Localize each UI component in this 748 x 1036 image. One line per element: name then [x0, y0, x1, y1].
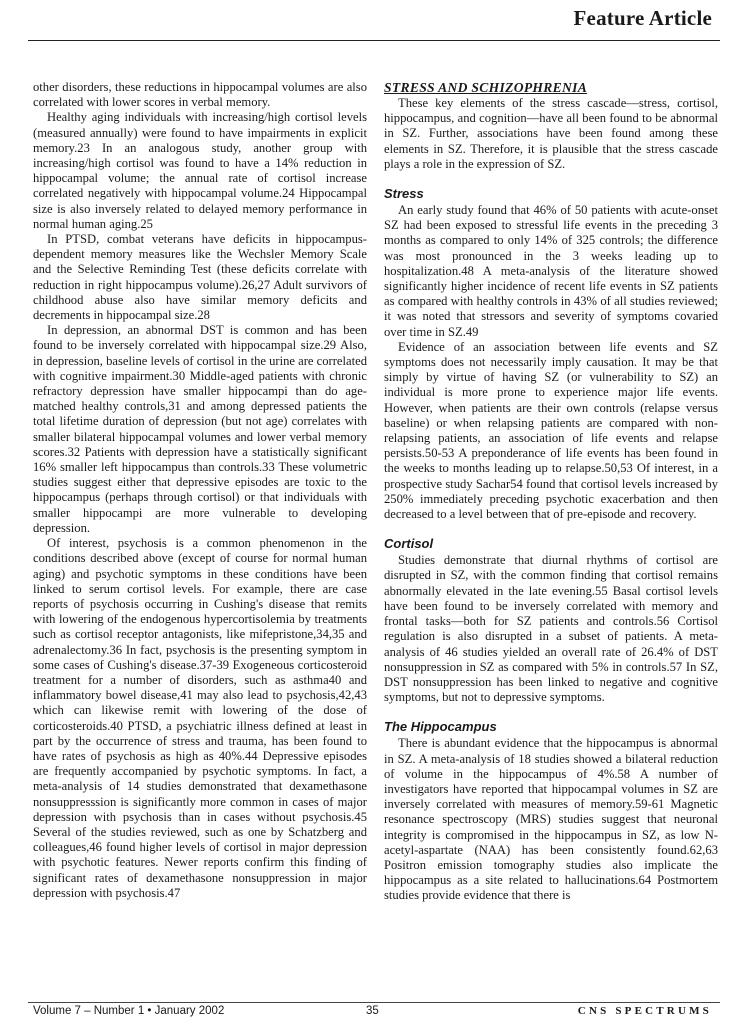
section-title: STRESS AND SCHIZOPHRENIA [384, 80, 588, 95]
paragraph: These key elements of the stress cascade—stress, cortisol, hippocampus, and cognition—have all been found to be abnormal in SZ. Further, associations have been found among these elements in SZ. Therefore, it is plausible that the stress cascade plays a role in the expression of SZ. [384, 96, 718, 171]
subheading-hippocampus: The Hippocampus [384, 719, 497, 735]
paragraph: Healthy aging individuals with increasing/high cortisol levels (measured annually) were found to have impairments in explicit memory.23 In an analogous study, another group with increasing/high cortisol was found to have a 14% reduction in hippocampal volume; the annual rate of cortisol increase correlated negatively with hippocampal volume.24 Hippocampal size is also inversely related to delayed memory performance in normal human aging.25 [33, 110, 367, 231]
header-rule [28, 40, 720, 41]
footer-issue: Volume 7 – Number 1 • January 2002 [33, 1005, 225, 1017]
footer-rule [28, 1002, 720, 1003]
subheading-stress: Stress [384, 186, 424, 202]
paragraph: Evidence of an association between life events and SZ symptoms does not necessarily imply causation. It may be that simply by virtue of having SZ (or vulnerability to SZ) an individual is more prone to experience major life events. However, when patients are their own controls (relapse versus baseline) or when relapsing patients are compared with non-relapsing patients, an association of life events and relapse persists.50-53 A preponderance of life events has been found in the weeks to months leading up to relapse.50,53 Of interest, in a prospective study Sachar54 found that cortisol levels increased by 250% immediately preceding psychotic exacerbation and then decreased to a level between that of pre-episode and recovery. [384, 339, 718, 522]
paragraph: An early study found that 46% of 50 patients with acute-onset SZ had been exposed to stressful life events in the preceding 3 months as compared to only 14% of 325 controls; the difference was most pronounced in the 3 weeks leading up to hospitalization.48 A meta-analysis of the literature showed significantly higher incidence of recent life events in SZ patients as compared with healthy controls in 43% of all studies reviewed; it was noted that stressors and severity of symptoms covaried over time in SZ.49 [384, 203, 718, 339]
right-column [384, 80, 718, 904]
paragraph: There is abundant evidence that the hippocampus is abnormal in SZ. A meta-analysis of 18 studies showed a bilateral reduction of volume in the hippocampus of 4%.58 A number of investigators have reported that hippocampal volumes in SZ are inversely correlated with measures of memory.59-61 Magnetic resonance spectroscopy (MRS) studies suggest that neuronal integrity is compromised in the hippocampus in SZ, as low N-acetyl-aspartate (NAA) has been consistently found.62,63 Positron emission tomography studies also implicate the hippocampus as a site related to hallucinations.64 Postmortem studies provide evidence that there is [384, 736, 718, 903]
paragraph: Studies demonstrate that diurnal rhythms of cortisol are disrupted in SZ, with the common finding that cortisol remains abnormally elevated in the late evening.55 Basal cortisol levels have been found to be inversely correlated with memory and frontal tasks—both for SZ patients and controls.56 Cortisol regulation is also disrupted in a subset of patients. A meta-analysis of 46 studies yielded an overall rate of 26.4% of DST nonsuppression in SZ as compared with 5% in controls.57 In SZ, DST nonsuppression has been linked to negative and cognitive symptoms, but not to depressive symptoms. [384, 553, 718, 705]
paragraph: In PTSD, combat veterans have deficits in hippocampus-dependent memory measures like the Wechsler Memory Scale and the Selective Reminding Test (these deficits correlate with reduction in right hippocampus volume).26,27 Adult survivors of childhood abuse also have similar memory deficits and decrements in hippocampal size.28 [33, 232, 367, 323]
paragraph: other disorders, these reductions in hippocampal volumes are also correlated with lower scores in verbal memory. [33, 80, 367, 110]
header-title: Feature Article [573, 6, 712, 30]
paragraph: In depression, an abnormal DST is common and has been found to be inversely correlated with hippocampal size.29 Also, in depression, baseline levels of cortisol in the urine are correlated with cognitive impairment.30 Middle-aged patients with chronic refractory depression have smaller hippocampi than do age-matched healthy controls,31 and among depressed patients the total lifetime duration of depression (but not age) correlates with smaller bilateral hippocampal volumes and lower verbal memory scores.32 Patients with depression have a statistically significant 16% smaller left hippocampus than controls.33 These volumetric studies suggest either that depressive episodes are toxic to the hippocampus (perhaps through cortisol) or that individuals with smaller hippocampi are more vulnerable to developing depression. [33, 323, 367, 535]
page-number: 35 [366, 1005, 379, 1017]
paragraph: Of interest, psychosis is a common phenomenon in the conditions described above (except of course for normal human aging) and psychotic symptoms in these conditions have been linked to serum cortisol levels. For example, there are case reports of psychosis occurring in Cushing's disease that remits with lowering of the endogenous hypercortisolemia by treatments such as cortisol receptor antagonists, like mifepristone,34,35 and adrenalectomy.36 In fact, psychosis is the presenting symptom in some cases of Cushing's disease.37-39 Exogeneous corticosteroid treatment for a number of disorders, such as asthma40 and inflammatory bowel disease,41 may also lead to psychosis,42,43 which can likewise remit with lowering of the dose of corticosteroids.40 PTSD, a psychiatric illness defined at least in part by the occurrence of stress and trauma, has been found to have rates of psychosis as high as 40%.44 Depressive episodes are frequently accompanied by psychotic symptoms. In fact, a meta-analysis of 14 studies demonstrated that dexamethasone nonsuppresssion is significantly more common in cases of major depression with psychosis than in cases without psychosis.45 Several of the studies reviewed, such as one by Schatzberg and colleagues,46 found higher levels of cortisol in major depression with psychotic features. Newer reports confirm this finding of significant rates of dexamethasone nonsuppression in major depression with psychosis.47 [33, 536, 367, 900]
journal-name: CNS SPECTRUMS [577, 1005, 712, 1017]
left-column [33, 80, 367, 901]
subheading-cortisol: Cortisol [384, 536, 434, 552]
